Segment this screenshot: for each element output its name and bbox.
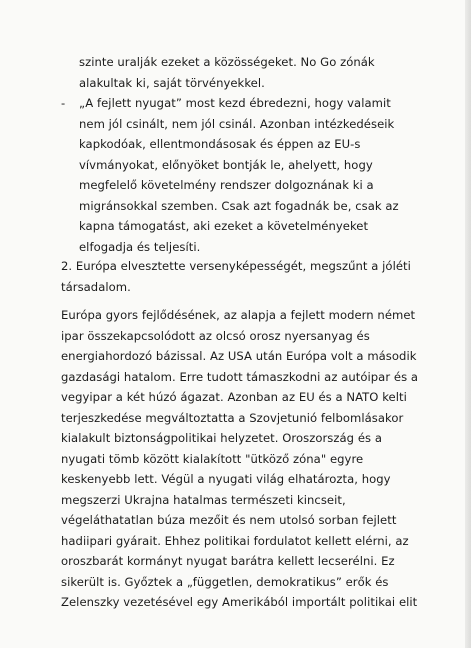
heading-line: 2. Európa elvesztette versenyképességét, megszűnt a jóléti xyxy=(61,259,411,273)
text-line: kialakult biztonságpolitikai helyzetet. Oroszország és a xyxy=(61,431,382,445)
section-heading xyxy=(61,256,411,297)
text-line: szinte uralják ezeket a közösségeket. No Go zónák xyxy=(79,55,375,69)
text-line: vívmányokat, előnyöket bontják le, ahelyett, hogy xyxy=(79,157,373,172)
text-line: keskenyebb lett. Végül a nyugati világ elhatározta, hogy xyxy=(61,472,391,486)
text-line: sikerült is. Győztek a „független, demokratikus” erők és xyxy=(61,574,389,589)
bullet-dash-marker: - xyxy=(61,96,66,110)
heading-line: társadalom. xyxy=(61,279,131,294)
text-line: kapna támogatást, aki ezeket a követelményeket xyxy=(79,219,369,233)
text-line: energiahordozó bázissal. Az USA után Európa volt a második xyxy=(61,349,417,363)
text-line: ipar összekapcsolódott az olcsó orosz nyersanyag és xyxy=(61,328,370,343)
text-line: gazdasági hatalom. Erre tudott támaszkodni az autóipar és a xyxy=(61,369,419,384)
text-line: Európa gyors fejlődésének, az alapja a fejlett modern német xyxy=(61,308,416,322)
text-line: Zelenszky vezetésével egy Amerikából importált politikai elit xyxy=(61,595,418,609)
bullet-section xyxy=(79,52,399,257)
text-line: oroszbarát kormányt nyugat barátra kellett lecserélni. Ez xyxy=(61,554,395,568)
text-line: terjeszkedése megváltoztatta a Szovjetunió felbomlásakor xyxy=(61,410,404,425)
text-line: migránsokkal szemben. Csak azt fogadnák be, csak az xyxy=(79,198,399,213)
text-line: elfogadja és teljesíti. xyxy=(79,239,201,254)
text-line: megfelelő követelmény rendszer dolgoznának ki a xyxy=(79,178,374,192)
text-line: végeláthatatlan búza mezőit és nem utolsó sorban fejlett xyxy=(61,513,397,527)
text-line: kapkodóak, ellentmondásosak és éppen az EU-s xyxy=(79,137,361,151)
text-line: alakultak ki, saját törvényekkel. xyxy=(79,75,265,90)
text-line: nyugati tömb között kialakított "ütköző zóna" egyre xyxy=(61,451,364,466)
text-line: „A fejlett nyugat” most kezd ébredezni, hogy valamit xyxy=(79,96,391,110)
text-line: megszerzi Ukrajna hatalmas természeti kincseit, xyxy=(61,492,346,507)
text-line: vegyipar a két húzó ágazat. Azonban az EU és a NATO kelti xyxy=(61,390,407,404)
text-line: nem jól csinált, nem jól csinál. Azonban intézkedéseik xyxy=(79,116,395,131)
text-line: hadiipari gyárait. Ehhez politikai fordulatot kellett elérni, az xyxy=(61,533,409,548)
scan-edge xyxy=(465,0,471,648)
body-paragraph xyxy=(61,305,418,613)
